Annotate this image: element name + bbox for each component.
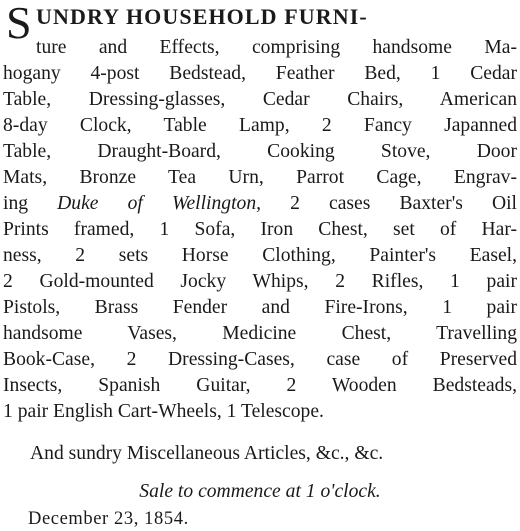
miscellaneous-line: And sundry Miscellaneous Articles, &c., &c. <box>30 443 384 464</box>
sale-notice: Sale to commence at 1 o'clock. <box>139 481 381 502</box>
body-line: 2 Gold-mounted Jocky Whips, 2 Rifles, 1 pair <box>3 271 517 292</box>
body-line: ness, 2 sets Horse Clothing, Painter's Easel, <box>3 245 517 266</box>
engraving-title: Duke of Wellington, <box>57 193 262 214</box>
body-line: Mats, Bronze Tea Urn, Parrot Cage, Engrav- <box>3 167 517 188</box>
body-line: 1 pair English Cart-Wheels, 1 Telescope. <box>3 401 324 422</box>
body-line: ture and Effects, comprising handsome Ma- <box>36 37 517 58</box>
line-text-before: ing <box>3 193 58 214</box>
heading-text: UNDRY HOUSEHOLD FURNI- <box>36 4 368 29</box>
body-line: hogany 4-post Bedstead, Feather Bed, 1 Cedar <box>3 63 517 84</box>
drop-cap-letter: S <box>6 0 32 48</box>
body-line: Book-Case, 2 Dressing-Cases, case of Preserved <box>3 349 517 370</box>
body-line: 8-day Clock, Table Lamp, 2 Fancy Japanned <box>3 115 517 136</box>
line-text-after: 2 cases Baxter's Oil <box>261 193 518 214</box>
body-line: handsome Vases, Medicine Chest, Travelling <box>3 323 517 344</box>
body-line: Prints framed, 1 Sofa, Iron Chest, set of Har- <box>3 219 517 240</box>
body-line: Table, Dressing-glasses, Cedar Chairs, American <box>3 89 517 110</box>
body-line: Table, Draught-Board, Cooking Stove, Door <box>3 141 517 162</box>
body-line-with-emphasis <box>3 192 517 216</box>
body-line: Pistols, Brass Fender and Fire-Irons, 1 pair <box>3 297 517 318</box>
advertisement-date: December 23, 1854. <box>28 509 189 529</box>
body-line: Insects, Spanish Guitar, 2 Wooden Bedsteads, <box>3 375 517 396</box>
